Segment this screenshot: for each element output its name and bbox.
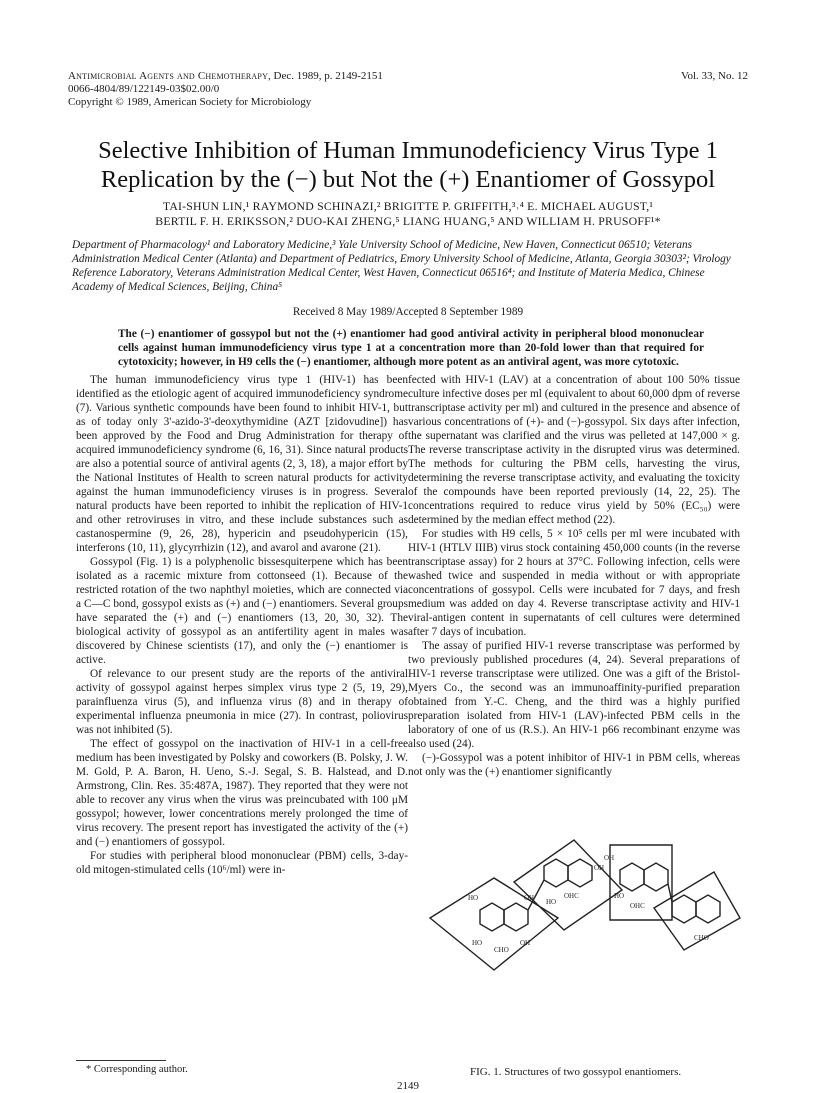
figure-label: HO bbox=[614, 892, 625, 900]
issn: 0066-4804/89/122149-03$02.00/0 bbox=[68, 83, 220, 95]
paragraph: Gossypol (Fig. 1) is a polyphenolic bissesquiterpene which has been isolated as a racemic mixture from cottonseed (1). Because of the restricted rotation of the two naphthyl moieties, which are connected via a C—C bond, gossypol exists as (+) and (−) enantiomers. Several groups have separated the (+) and (−) enantiomers (13, 20, 30, 32). The biological activity of gossypol as an antifertility agent in males was discovered by Chinese scientists (17), and only the (−) enantiomer is active. bbox=[76, 556, 408, 666]
right-enantiomer-drawing bbox=[610, 845, 740, 950]
figure-label: HO bbox=[472, 939, 483, 947]
title-line-1: Selective Inhibition of Human Immunodeficiency Virus Type 1 bbox=[98, 137, 718, 164]
footnote: * Corresponding author. bbox=[86, 1064, 188, 1075]
paragraph: Of relevance to our present study are the reports of the antiviral activity of gossypol against herpes simplex virus type 2 (5, 19, 29), parainfluenza virus (5), and influenza virus (8) and in therapy of experimental influenza pneumonia in mice (27). In contrast, poliovirus was not inhibited (5). bbox=[76, 668, 408, 736]
figure-label: HO bbox=[468, 894, 479, 902]
author-list bbox=[70, 199, 746, 229]
volume-info: Vol. 33, No. 12 bbox=[680, 70, 748, 82]
title-line-2: Replication by the (−) but Not the (+) Enantiomer of Gossypol bbox=[100, 166, 716, 193]
figure-label: OH bbox=[604, 854, 615, 862]
authors-line-2: BERTIL F. H. ERIKSSON,² DUO-KAI ZHENG,⁵ LIANG HUANG,⁵ AND WILLIAM H. PRUSOFF¹* bbox=[155, 214, 661, 228]
received-dates: Received 8 May 1989/Accepted 8 September 1989 bbox=[292, 306, 524, 318]
figure-label: OH bbox=[594, 864, 605, 872]
citation: , Dec. 1989, p. 2149-2151 bbox=[268, 70, 383, 82]
copyright: Copyright © 1989, American Society for Microbiology bbox=[68, 96, 312, 108]
paragraph: (−)-Gossypol was a potent inhibitor of HIV-1 in PBM cells, whereas not only was the (+) enantiomer significantly bbox=[408, 752, 740, 778]
figure-label: OHC bbox=[564, 892, 579, 900]
left-enantiomer-drawing bbox=[430, 840, 625, 970]
paragraph: The effect of gossypol on the inactivation of HIV-1 in a cell-free medium has been investigated by Polsky and coworkers (B. Polsky, J. W. M. Gold, P. A. Baron, H. Ueno, S.-J. Segal, S. B. Halstead, and D. Armstrong, Clin. Res. 35:487A, 1987). They reported that they were not able to recover any virus when the virus was preincubated with 100 μM gossypol; however, lower concentrations merely prolonged the time of virus recovery. The present report has investigated the activity of the (+) and (−) enantiomers of gossypol. bbox=[76, 738, 408, 848]
figure-label: OH bbox=[520, 939, 531, 947]
left-column bbox=[76, 373, 408, 877]
gossypol-structures-figure bbox=[424, 800, 744, 1000]
affiliations: Department of Pharmacology¹ and Laboratory Medicine,³ Yale University School of Medicine, New Haven, Connecticut 06510; Veterans Administration Medical Center (Atlanta) and Department of Pediatrics, Emory University School of Medicine, Atlanta, Georgia 30303²; Virology Reference Laboratory, Veterans Administration Medical Center, West Haven, Connecticut 06516⁴; and Institute of Materia Medica, Chinese Academy of Medical Sciences, Beijing, China⁵ bbox=[72, 239, 731, 293]
paragraph: The human immunodeficiency virus type 1 (HIV-1) has been identified as the etiologic agent of acquired immunodeficiency syndrome (7). Various synthetic compounds have been found to inhibit HIV-1, but as of today only 3'-azido-3'-deoxythymidine (AZT [zidovudine]) has been approved by the Food and Drug Administration for therapy of acquired immunodeficiency syndrome (6, 16, 31). Since natural products are also a potential source of antiviral agents (2, 3, 18), a major effort by the National Institutes of Health to screen natural products for activity against the human immunodeficiency viruses is in progress. Several natural products have been reported to inhibit the replication of HIV-1 and other retroviruses in vitro, and these include substances such as castanospermine (9, 26, 28), hypericin and pseudohypericin (15), interferons (10, 11), glycyrrhizin (12), and avarol and avarone (21). bbox=[76, 374, 408, 554]
running-header bbox=[68, 70, 628, 109]
paragraph: For studies with peripheral blood mononuclear (PBM) cells, 3-day-old mitogen-stimulated cells (10⁶/ml) were in- bbox=[76, 850, 408, 876]
paragraph: For studies with H9 cells, 5 × 10⁵ cells per ml were incubated with HIV-1 (HTLV IIIB) virus stock containing 450,000 counts (in the reverse transcriptase assay) for 2 hours at 37°C. Following infection, cells were washed twice and suspended in media without or with appropriate concentrations of gossypol. Cells were incubated for 7 days, and fresh medium was added on day 4. Reverse transcriptase activity and HIV-1 viral-antigen content in supernatants of cell cultures were determined after 7 days of incubation. bbox=[408, 528, 740, 638]
authors-line-1: TAI-SHUN LIN,¹ RAYMOND SCHINAZI,² BRIGITTE P. GRIFFITH,³˒⁴ E. MICHAEL AUGUST,¹ bbox=[162, 199, 654, 213]
figure-label: HO bbox=[546, 898, 557, 906]
paragraph: fected with HIV-1 (LAV) at a concentration of about 100 50% tissue culture infective doses per ml (equivalent to about 60,000 dpm of reverse transcriptase activity per ml) and cultured in the presence and absence of various concentrations of (+)- and (−)-gossypol. Six days after infection, the supernatant was clarified and the virus was pelleted at 147,000 × g. The reverse transcriptase activity in the disrupted virus was determined. The methods for culturing the PBM cells, harvesting the virus, determining the reverse transcriptase activity, and evaluating the toxicity of the compounds have been reported previously (14, 22, 25). The concentrations required to reduce virus yield by 50% (EC₅₀) were determined by the median effect method (22). bbox=[408, 374, 740, 526]
figure-label: OHC bbox=[630, 902, 645, 910]
figure-label: CHO bbox=[694, 934, 709, 942]
figure-caption: FIG. 1. Structures of two gossypol enantiomers. bbox=[470, 1066, 682, 1078]
journal-name: Antimicrobial Agents and Chemotherapy bbox=[68, 70, 269, 82]
figure-label: CHO bbox=[494, 946, 509, 954]
article-title bbox=[60, 136, 756, 194]
footnote-divider bbox=[76, 1060, 166, 1061]
right-column bbox=[408, 373, 740, 779]
page-number: 2149 bbox=[397, 1080, 419, 1092]
paragraph: The assay of purified HIV-1 reverse transcriptase was performed by two previously published procedures (4, 24). Several preparations of HIV-1 reverse transcriptase were utilized. One was a gift of the Bristol-Myers Co., the second was an immunoaffinity-purified preparation obtained from Y.-C. Cheng, and the third was a highly purified preparation isolated from HIV-1 (LAV)-infected PBM cells in the laboratory of one of us (R.S.). An HIV-1 p66 recombinant enzyme was also used (24). bbox=[408, 640, 740, 750]
journal-citation bbox=[68, 70, 628, 83]
abstract: The (−) enantiomer of gossypol but not the (+) enantiomer had good antiviral activity in peripheral blood mononuclear cells against human immunodeficiency virus type 1 at a concentration more than 20-fold lower than that required for cytotoxicity; however, in H9 cells the (−) enantiomer, although more potent as an antiviral agent, was more cytotoxic. bbox=[118, 328, 704, 368]
figure-label: OH bbox=[524, 894, 535, 902]
